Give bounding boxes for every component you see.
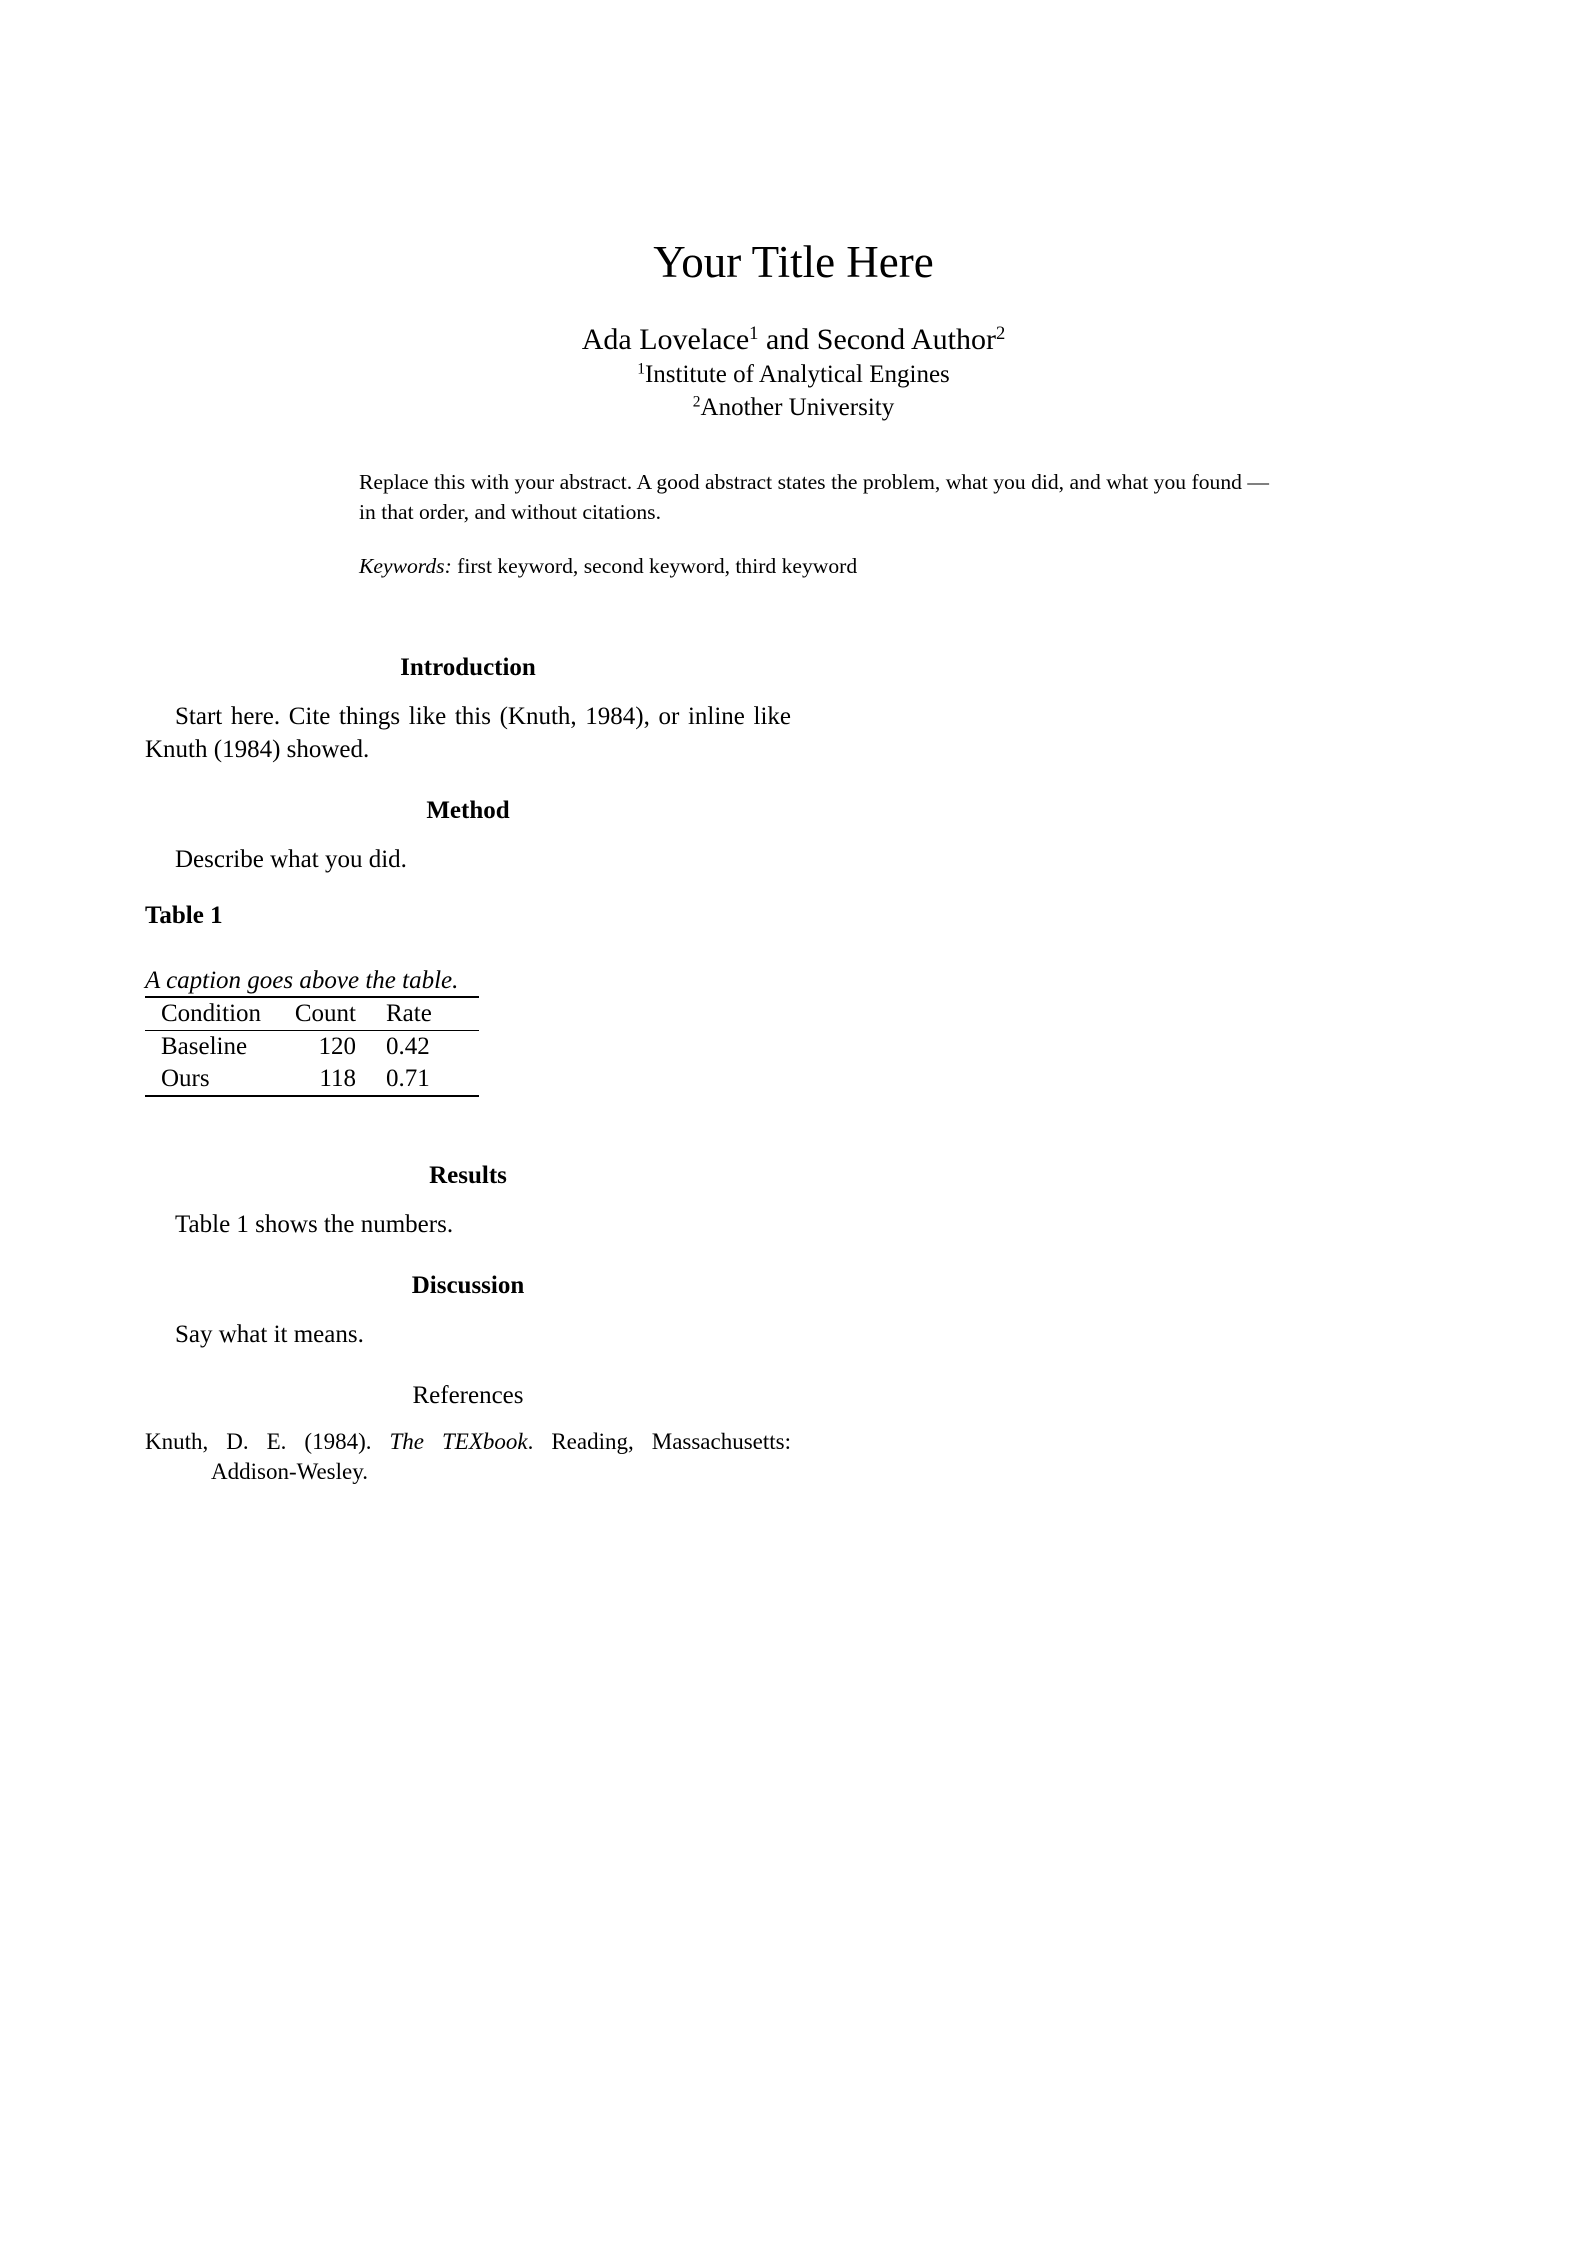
results-paragraph [145, 1208, 791, 1241]
table-cell: 0.42 [386, 1033, 430, 1060]
table-row [145, 1063, 479, 1096]
affiliation [0, 358, 1587, 391]
reference-publisher: . Reading, Massachusetts: Addison-Wesley. [211, 1429, 791, 1484]
table-caption: A caption goes above the table. [145, 967, 459, 994]
section-heading-results: Results [429, 1162, 507, 1189]
introduction-text: Start here. Cite things like this (Knuth, 1984), or inline like Knuth (1984) showed. [145, 703, 791, 763]
reference-entry [145, 1427, 791, 1487]
table-row [145, 1031, 479, 1064]
table-header-cell: Rate [386, 1000, 432, 1027]
section-heading-method: Method [426, 797, 510, 824]
table-header-row [145, 997, 479, 1031]
section-heading-references: References [412, 1382, 524, 1409]
table-cell: Baseline [161, 1033, 248, 1060]
reference-authors-year: Knuth, D. E. (1984). [145, 1429, 390, 1454]
table-header-cell: Condition [161, 1000, 262, 1027]
results-table [145, 996, 479, 1097]
results-text: Table 1 shows the numbers. [175, 1211, 454, 1238]
keywords-text: first keyword, second keyword, third keyword [451, 554, 858, 578]
method-text: Describe what you did. [175, 846, 407, 873]
affiliation-mark: 2 [995, 322, 1006, 344]
table-label: Table 1 [145, 902, 223, 929]
abstract: Replace this with your abstract. A good abstract states the problem, what you did, and what you found — in that order, and without citations. [359, 470, 1269, 524]
author-conjunction: and [758, 323, 817, 356]
table-cell: Ours [161, 1065, 210, 1092]
method-paragraph [145, 843, 791, 876]
affiliation-mark: 1 [637, 360, 645, 378]
affiliation [0, 391, 1587, 424]
paper-title: Your Title Here [653, 237, 934, 287]
keywords [359, 551, 1269, 581]
reference-title: The TEXbook [389, 1429, 528, 1454]
author-name: Second Author [816, 323, 996, 356]
section-heading-introduction: Introduction [400, 654, 536, 681]
table-cell: 120 [318, 1033, 356, 1060]
affiliation-mark: 2 [692, 393, 701, 411]
introduction-paragraph [145, 700, 791, 766]
discussion-paragraph [145, 1318, 791, 1351]
discussion-text: Say what it means. [175, 1321, 364, 1348]
table-header-cell: Count [294, 1000, 356, 1027]
affiliation-name: Another University [700, 394, 895, 421]
affiliation-name: Institute of Analytical Engines [644, 361, 950, 388]
author-name: Ada Lovelace [581, 323, 750, 356]
section-heading-discussion: Discussion [411, 1272, 525, 1299]
table-cell: 0.71 [386, 1065, 430, 1092]
table-cell: 118 [319, 1065, 356, 1092]
affiliation-mark: 1 [749, 322, 759, 344]
keywords-label: Keywords: [359, 554, 452, 578]
author-line [0, 320, 1587, 360]
